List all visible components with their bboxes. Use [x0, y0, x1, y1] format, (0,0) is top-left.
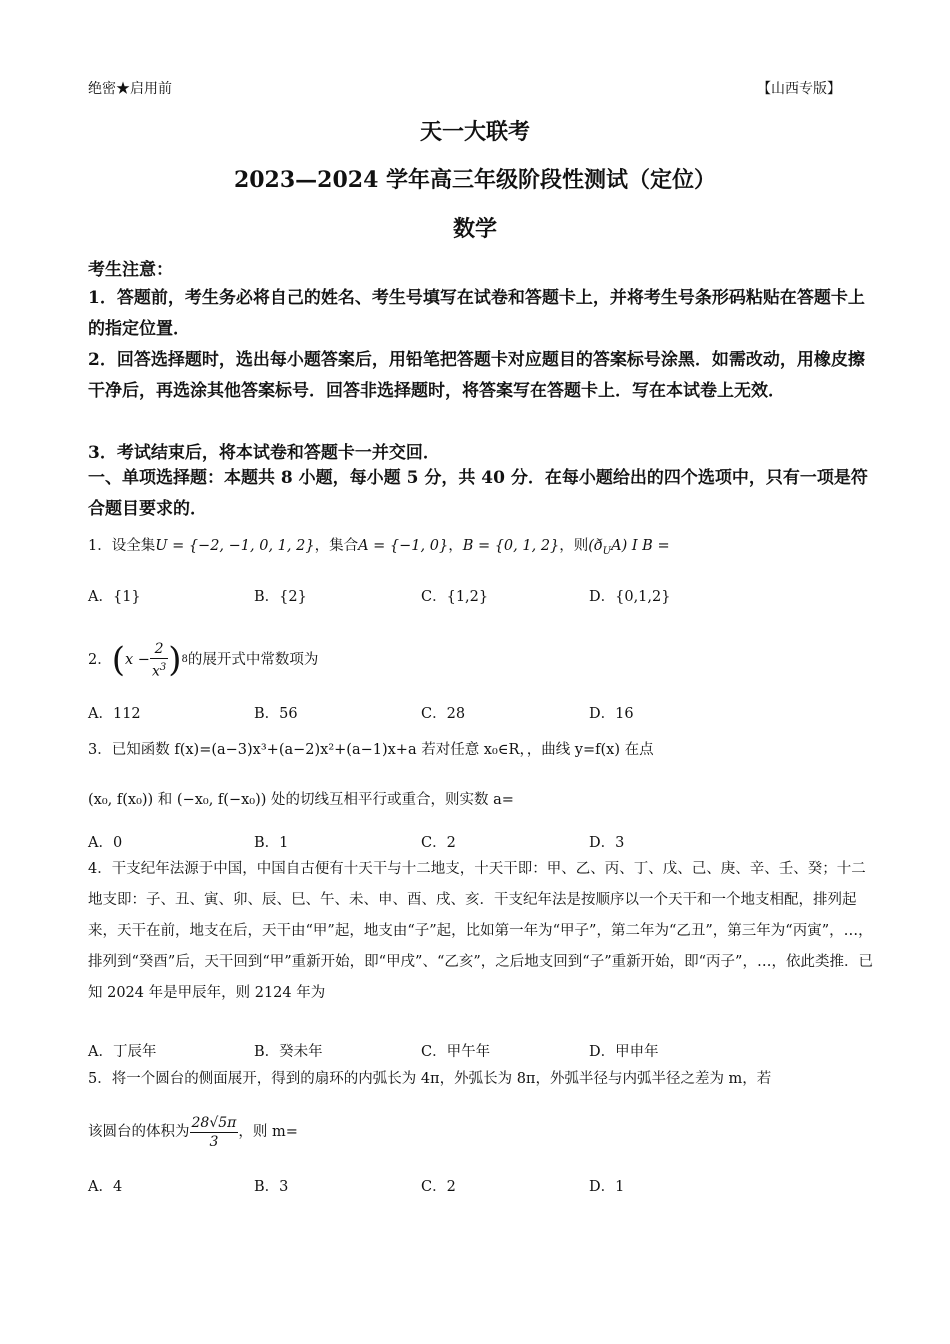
q1-mid: ，集合: [314, 538, 359, 554]
q5-line2-suffix: ，则 m=: [238, 1124, 298, 1140]
q5-option-d: D．1: [589, 1179, 625, 1195]
exam-organizer-title: 天一大联考: [419, 119, 530, 145]
q1-mid3: ，则: [559, 538, 589, 554]
edition-label: 【山西专版】: [757, 81, 841, 97]
notice-item-2: 2．回答选择题时，选出每小题答案后，用铅笔把答题卡对应题目的答案标号涂黑．如需改动，用橡皮擦干净后，再选涂其他答案标号．回答非选择题时，将答案写在答题卡上．写在本试卷上无效．: [88, 350, 865, 401]
q5-option-b: B．3: [254, 1179, 289, 1195]
exam-name-title: 2023—2024 学年高三年级阶段性测试（定位）: [233, 167, 717, 193]
q5-option-c: C．2: [421, 1179, 456, 1195]
question-5-stem-line-2: [88, 1110, 873, 1154]
notice-heading: 考生注意：: [88, 260, 173, 280]
q1-mid2: ，: [448, 538, 463, 554]
question-1-stem: [88, 530, 873, 568]
q2-frac-den: x: [151, 663, 160, 680]
q2-option-b: B．56: [254, 706, 298, 722]
subject-title: 数学: [452, 216, 497, 242]
section-heading: 一、单项选择题：本题共 8 小题，每小题 5 分，共 40 分．在每小题给出的四个选项中，只有一项是符合题目要求的．: [88, 468, 868, 519]
question-5-stem-line-1: 5．将一个圆台的侧面展开，得到的扇环的内弧长为 4π，外弧长为 8π，外弧半径与内弧半径之差为 m，若: [88, 1071, 772, 1087]
q1-complement: (ð: [588, 538, 603, 554]
q3-option-c: C．2: [421, 835, 456, 851]
q1-complement-sub: U: [602, 545, 612, 557]
q1-set-a: A = {−1, 0}: [358, 538, 449, 554]
q5-frac-den: 3: [209, 1133, 219, 1150]
confidential-label: 绝密★启用前: [88, 81, 172, 97]
notice-item-1: 1．答题前，考生务必将自己的姓名、考生号填写在试卷和答题卡上，并将考生号条形码粘贴在答题卡上的指定位置．: [88, 288, 865, 339]
q4-option-a: A．丁辰年: [88, 1044, 157, 1060]
q5-line2-prefix: 该圆台的体积为: [88, 1124, 190, 1140]
q1-set-b: B = {0, 1, 2}: [462, 538, 560, 554]
q3-option-b: B．1: [254, 835, 289, 851]
q1-option-c: C．{1,2}: [421, 589, 489, 605]
q2-x-term: x −: [125, 652, 150, 668]
q5-volume-fraction: [190, 1114, 239, 1151]
q2-power: 8: [181, 654, 188, 665]
q4-option-b: B．癸未年: [254, 1044, 323, 1060]
question-4-stem: 4．干支纪年法源于中国，中国自古便有十天干与十二地支，十天干即：甲、乙、丙、丁、戊、己、庚、辛、壬、癸；十二地支即：子、丑、寅、卯、辰、巳、午、未、申、酉、戌、亥．干支纪年法是按顺序以一个天干和一个地支相配，排列起来，天干在前，地支在后，天干由“甲”起，地支由“子”起，比如第一年为“甲子”，第二年为“乙丑”，第三年为“丙寅”，…，排列到“癸酉”后，天干回到“甲”重新开始，即“甲戌”、“乙亥”，之后地支回到“子”重新开始，即“丙子”，…，依此类推．已知 2024 年是甲辰年，则 2124 年为: [88, 861, 873, 1001]
q1-prefix: 1．设全集: [88, 538, 156, 554]
q2-left-paren: (: [111, 640, 125, 680]
question-3-stem-line-1: 3．已知函数 f(x)=(a−3)x³+(a−2)x²+(a−1)x+a 若对任意 x₀∈R，，曲线 y=f(x) 在点: [88, 742, 654, 758]
q2-right-paren: ): [168, 640, 182, 680]
q1-expression: A) I B =: [611, 538, 670, 554]
q1-universal-set: U = {−2, −1, 0, 1, 2}: [155, 538, 315, 554]
question-3-stem-line-2: (x₀, f(x₀)) 和 (−x₀, f(−x₀)) 处的切线互相平行或重合，则实数 a=: [88, 792, 514, 808]
q2-frac-den-exp: 3: [159, 661, 167, 673]
notice-item-3: 3．考试结束后，将本试卷和答题卡一并交回．: [88, 443, 440, 463]
q5-frac-num: 28√5π: [191, 1114, 237, 1131]
q2-option-a: A．112: [88, 706, 141, 722]
q2-prefix: 2．: [88, 652, 112, 668]
q5-option-a: A．4: [88, 1179, 123, 1195]
q2-fraction: [150, 640, 168, 681]
q2-option-d: D．16: [589, 706, 634, 722]
q1-option-d: D．{0,1,2}: [589, 589, 671, 605]
q3-option-d: D．3: [589, 835, 625, 851]
q1-option-a: A．{1}: [88, 589, 141, 605]
q2-frac-num: 2: [150, 640, 168, 659]
q3-option-a: A．0: [88, 835, 123, 851]
q4-option-d: D．甲申年: [589, 1044, 659, 1060]
q2-suffix: 的展开式中常数项为: [187, 652, 319, 668]
q2-option-c: C．28: [421, 706, 466, 722]
question-2-stem: [88, 638, 873, 682]
q4-option-c: C．甲午年: [421, 1044, 491, 1060]
q1-option-b: B．{2}: [254, 589, 307, 605]
